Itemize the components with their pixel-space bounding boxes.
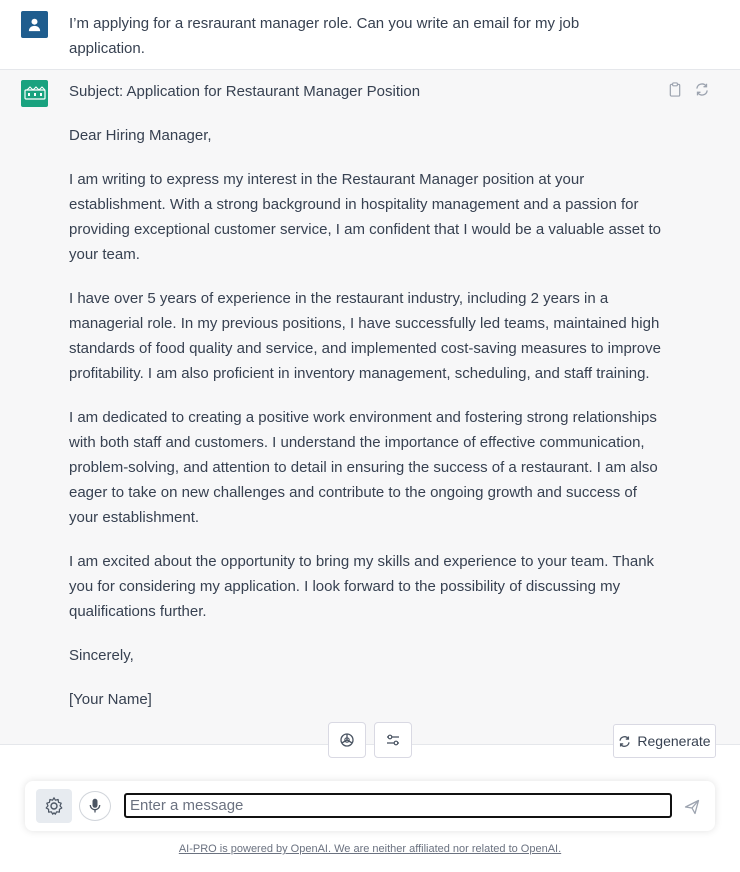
- microphone-icon: [89, 798, 101, 814]
- email-paragraph: I am excited about the opportunity to bring my skills and experience to your team. Thank you for considering my application. I look forward to the possibility of discussing my qualifications further.: [69, 553, 655, 620]
- user-message-text: I’m applying for a resraurant manager role. Can you write an email for my job application.: [69, 15, 580, 57]
- message-actions: [668, 82, 710, 97]
- email-greeting: Dear Hiring Manager,: [69, 127, 212, 144]
- refresh-icon[interactable]: [694, 82, 710, 97]
- user-message-row: [0, 0, 740, 70]
- assistant-message-content: [69, 79, 669, 731]
- bot-avatar: [21, 80, 48, 107]
- person-icon: [27, 17, 42, 32]
- model-button[interactable]: [328, 722, 366, 758]
- footer-disclaimer-link[interactable]: AI-PRO is powered by OpenAI. We are neither affiliated nor related to OpenAI.: [178, 843, 562, 855]
- message-composer: [25, 781, 715, 831]
- regenerate-button[interactable]: [613, 724, 716, 758]
- regenerate-label: Regenerate: [637, 733, 711, 749]
- microphone-button[interactable]: [79, 791, 111, 821]
- refresh-icon: [618, 735, 631, 748]
- email-paragraph: I am writing to express my interest in the Restaurant Manager position at your establishment. With a strong background in hospitality management and a passion for providing exceptional customer service, I am confident that I would be a valuable asset to your team.: [69, 171, 661, 263]
- settings-sliders-button[interactable]: [374, 722, 412, 758]
- gear-button[interactable]: [36, 789, 72, 823]
- openai-icon: [339, 732, 355, 748]
- email-signature: [Your Name]: [69, 691, 152, 708]
- email-paragraph: I am dedicated to creating a positive work environment and fostering strong relationships with both staff and customers. I understand the importance of effective communication, problem-solving, and attention to detail in ensuring the success of a restaurant. I am also eager to take on new challenges and contribute to the ongoing growth and success of your establishment.: [69, 409, 658, 526]
- user-avatar: [21, 11, 48, 38]
- email-closing: Sincerely,: [69, 647, 134, 664]
- email-paragraph: I have over 5 years of experience in the restaurant industry, including 2 years in a managerial role. In my previous positions, I have successfully led teams, maintained high standards of food quality and service, and implemented cost-saving measures to improve profitability. I am also proficient in inventory management, scheduling, and staff training.: [69, 290, 661, 382]
- clipboard-icon[interactable]: [668, 82, 682, 97]
- send-button[interactable]: [682, 797, 702, 817]
- email-subject: Subject: Application for Restaurant Manager Position: [69, 83, 421, 100]
- gear-icon: [44, 796, 64, 816]
- sliders-icon: [385, 733, 401, 747]
- assistant-message-row: [0, 70, 740, 745]
- send-icon: [684, 799, 700, 815]
- bot-logo-icon: [24, 86, 46, 102]
- message-input[interactable]: [124, 793, 672, 818]
